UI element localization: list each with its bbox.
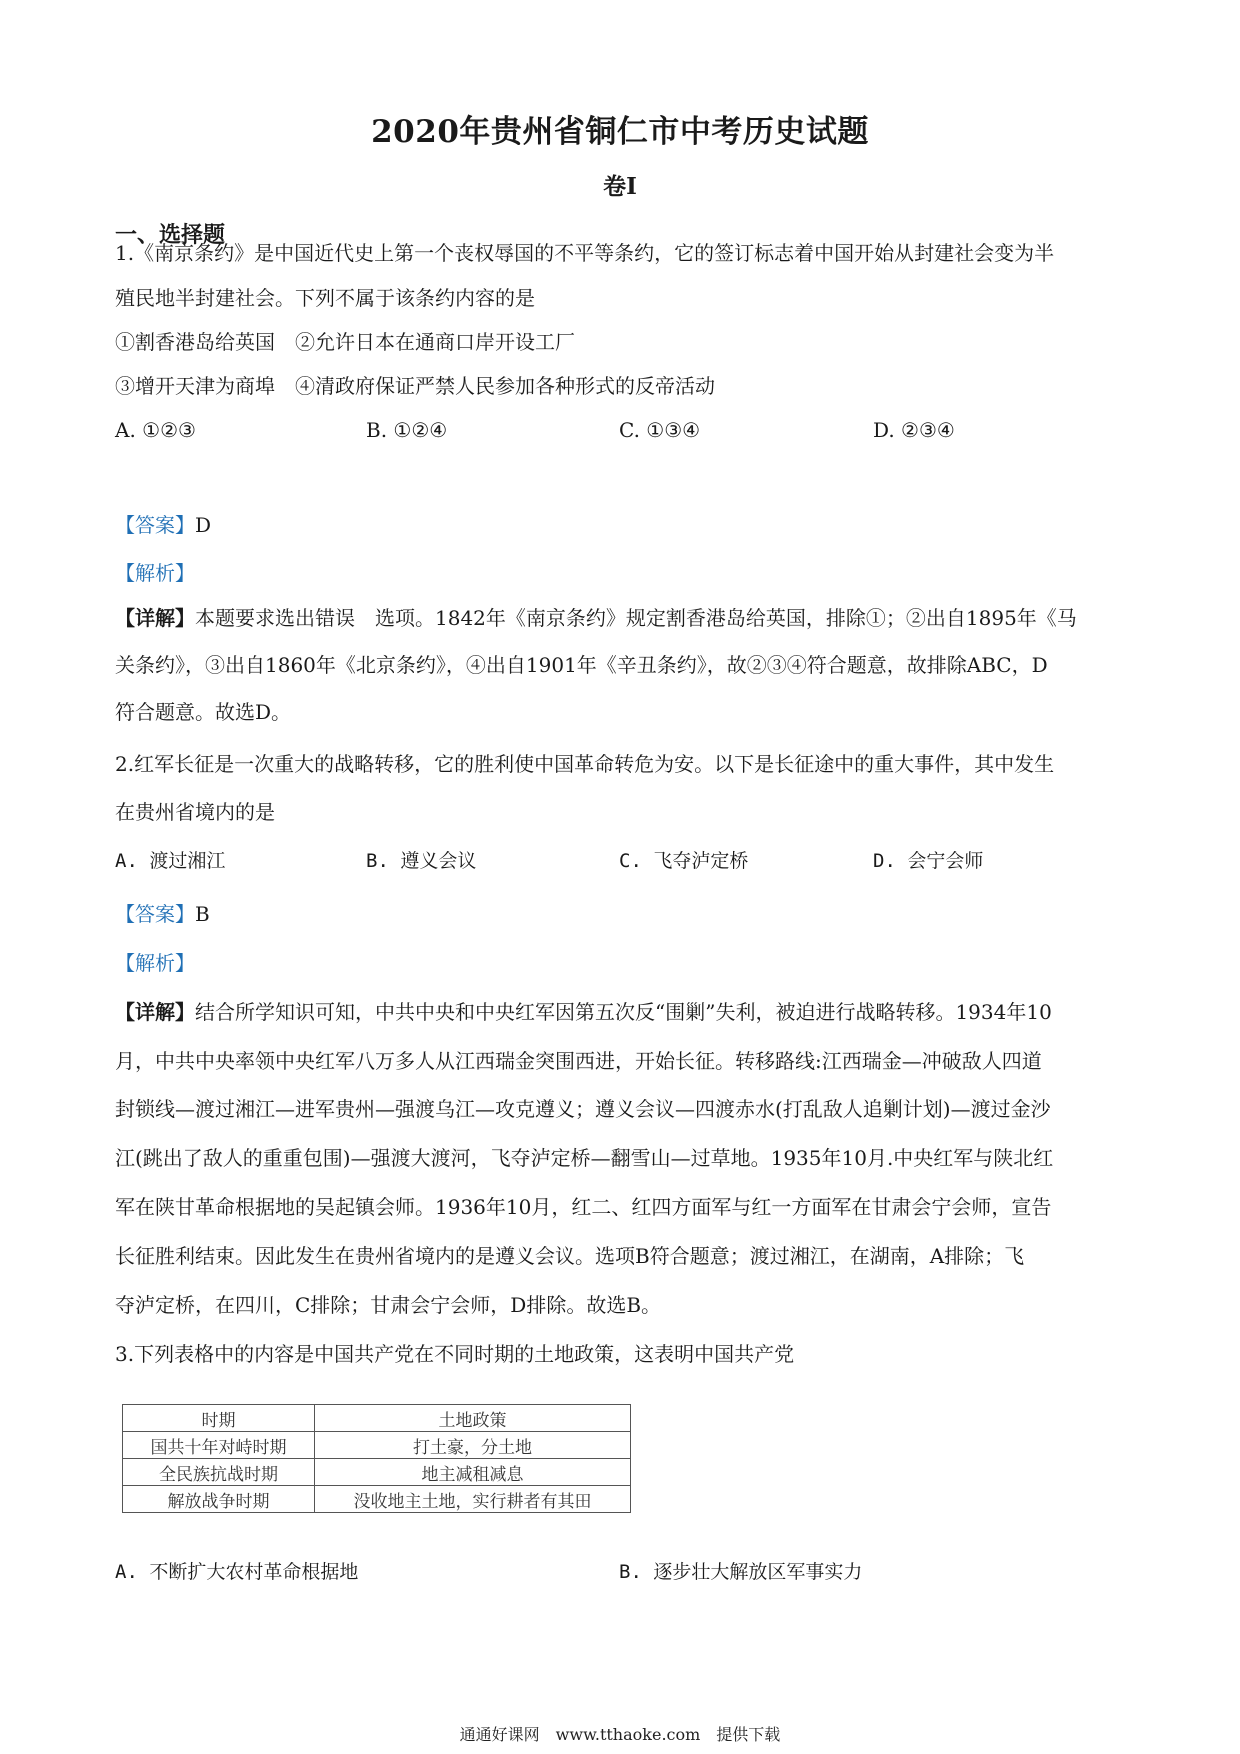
q2-answer-value: B xyxy=(195,902,210,926)
detail-label: 【详解】 xyxy=(115,606,195,630)
table-cell: 地主减租减息 xyxy=(315,1459,631,1486)
answer-label: 【答案】 xyxy=(115,513,195,537)
section-heading: 一、选择题 xyxy=(115,222,226,248)
q1-option-d: D. ②③④ xyxy=(873,418,955,442)
q2-option-a: A. 渡过湘江 xyxy=(115,850,226,872)
q1-analysis-label: 【解析】 xyxy=(115,561,195,585)
q1-option-b: B. ①②④ xyxy=(366,418,448,442)
q2-detail-text-1: 结合所学知识可知，中共中央和中央红军因第五次反“围剿”失利，被迫进行战略转移。1934年10 xyxy=(195,1000,1052,1024)
q1-item-line-1: ①割香港岛给英国 ②允许日本在通商口岸开设工厂 xyxy=(115,330,575,354)
table-row xyxy=(123,1432,631,1459)
table-cell: 没收地主土地，实行耕者有其田 xyxy=(315,1486,631,1513)
q2-detail-line-6: 长征胜利结束。因此发生在贵州省境内的是遵义会议。选项B符合题意；渡过湘江，在湖南，A排除；飞 xyxy=(115,1244,1025,1268)
table-header-policy: 土地政策 xyxy=(315,1405,631,1432)
table-cell: 国共十年对峙时期 xyxy=(123,1432,315,1459)
q2-detail-line-5: 军在陕甘革命根据地的吴起镇会师。1936年10月，红二、红四方面军与红一方面军在甘肃会宁会师，宣告 xyxy=(115,1195,1052,1219)
q2-option-b: B. 遵义会议 xyxy=(366,850,477,872)
q2-detail-line-7: 夺泸定桥，在四川，C排除；甘肃会宁会师，D排除。故选B。 xyxy=(115,1293,662,1317)
answer-label: 【答案】 xyxy=(115,902,195,926)
q2-stem-line-1: 2.红军长征是一次重大的战略转移，它的胜利使中国革命转危为安。以下是长征途中的重大事件，其中发生 xyxy=(115,752,1055,776)
table-row xyxy=(123,1459,631,1486)
q2-detail-line-2: 月，中共中央率领中央红军八万多人从江西瑞金突围西进，开始长征。转移路线:江西瑞金—冲破敌人四道 xyxy=(115,1049,1042,1073)
q1-detail-line-1 xyxy=(115,603,1077,633)
q2-option-c: C. 飞夺泸定桥 xyxy=(619,850,749,872)
q2-option-d: D. 会宁会师 xyxy=(873,850,984,872)
q2-stem-line-2: 在贵州省境内的是 xyxy=(115,800,275,824)
table-cell: 全民族抗战时期 xyxy=(123,1459,315,1486)
q2-analysis-label: 【解析】 xyxy=(115,951,195,975)
q2-detail-line-4: 江(跳出了敌人的重重包围)—强渡大渡河，飞夺泸定桥—翻雪山—过草地。1935年10月.中央红军与陕北红 xyxy=(115,1146,1054,1170)
q2-detail-line-1 xyxy=(115,997,1052,1027)
q2-answer xyxy=(115,899,210,929)
q1-detail-line-2: 关条约》，③出自1860年《北京条约》，④出自1901年《辛丑条约》，故②③④符合题意，故排除ABC，D xyxy=(115,653,1048,677)
q2-detail-line-3: 封锁线—渡过湘江—进军贵州—强渡乌江—攻克遵义；遵义会议—四渡赤水(打乱敌人追剿计划)—渡过金沙 xyxy=(115,1097,1051,1121)
q3-stem: 3.下列表格中的内容是中国共产党在不同时期的土地政策，这表明中国共产党 xyxy=(115,1342,795,1366)
q1-option-c: C. ①③④ xyxy=(619,418,701,442)
table-row xyxy=(123,1486,631,1513)
q1-item-line-2: ③增开天津为商埠 ④清政府保证严禁人民参加各种形式的反帝活动 xyxy=(115,374,715,398)
q1-detail-line-3: 符合题意。故选D。 xyxy=(115,700,292,724)
table-cell: 打土豪，分土地 xyxy=(315,1432,631,1459)
land-policy-table xyxy=(122,1404,631,1513)
q1-stem-line-1: 1.《南京条约》是中国近代史上第一个丧权辱国的不平等条约，它的签订标志着中国开始从封建社会变为半 xyxy=(115,241,1055,265)
q3-option-a: A. 不断扩大农村革命根据地 xyxy=(115,1561,359,1583)
q1-answer xyxy=(115,510,211,540)
table-cell: 解放战争时期 xyxy=(123,1486,315,1513)
q1-stem-line-2: 殖民地半封建社会。下列不属于该条约内容的是 xyxy=(115,286,535,310)
q3-option-b: B. 逐步壮大解放区军事实力 xyxy=(619,1561,863,1583)
page-footer: 通通好课网 www.tthaoke.com 提供下载 xyxy=(459,1725,781,1744)
detail-label: 【详解】 xyxy=(115,1000,195,1024)
page-subtitle: 卷I xyxy=(603,173,637,200)
table-header-period: 时期 xyxy=(123,1405,315,1432)
q1-detail-text-1: 本题要求选出错误 选项。1842年《南京条约》规定割香港岛给英国，排除①；②出自1895年《马 xyxy=(195,606,1077,630)
page-title: 2020年贵州省铜仁市中考历史试题 xyxy=(371,114,869,150)
table-header-row xyxy=(123,1405,631,1432)
q1-answer-value: D xyxy=(195,513,212,537)
q1-option-a: A. ①②③ xyxy=(115,418,196,442)
